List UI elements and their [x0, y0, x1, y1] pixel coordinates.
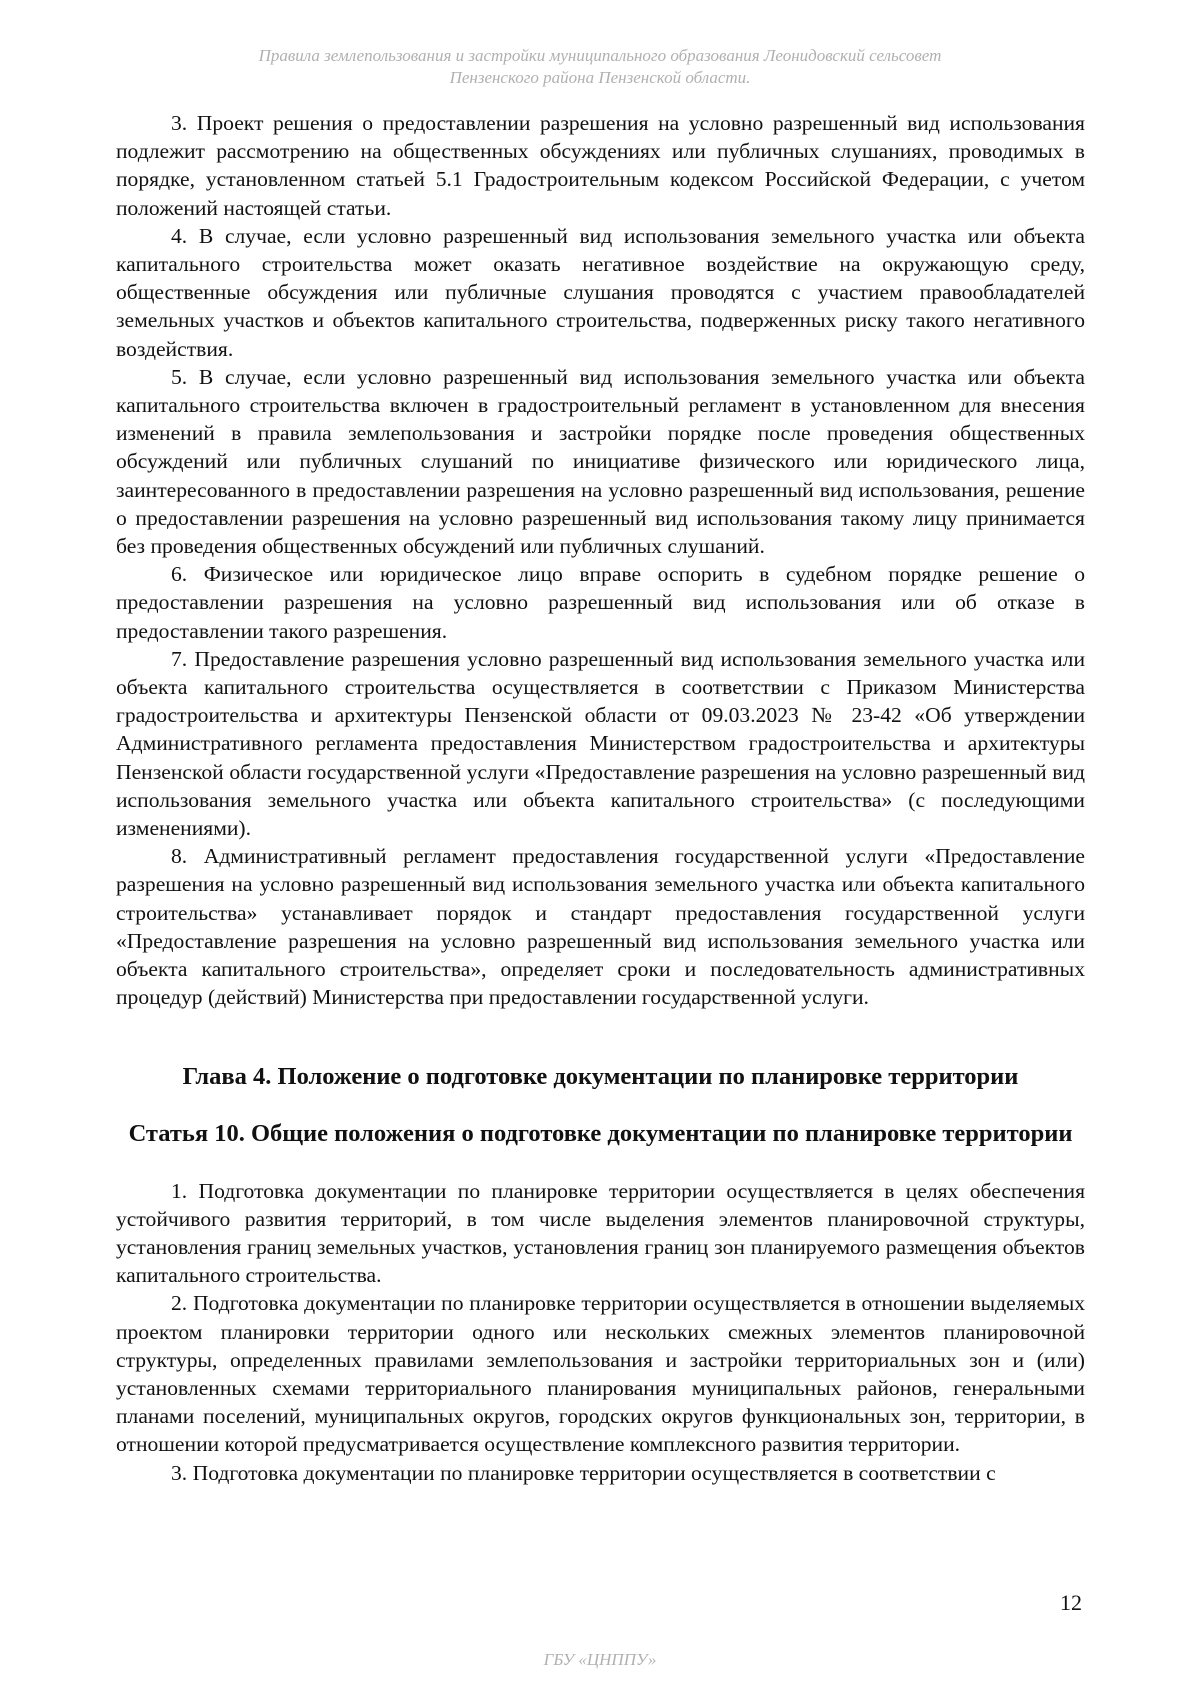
header-line-1: Правила землепользования и застройки муниципального образования Леонидовский сельсовет	[258, 46, 942, 65]
paragraph-7: 7. Предоставление разрешения условно разрешенный вид использования земельного участка или объекта капитального строительства осуществляется в соответствии с Приказом Министерства градостроительства и архитектуры Пензенской области от 09.03.2023 № 23-42 «Об утверждении Административного регламента предоставления Министерством градостроительства и архитектуры Пензенской области государственной услуги «Предоставление разрешения на условно разрешенный вид использования земельного участка или объекта капитального строительства» (с последующими изменениями).	[116, 646, 1085, 841]
paragraph-3: 3. Проект решения о предоставлении разрешения на условно разрешенный вид использования подлежит рассмотрению на общественных обсуждениях или публичных слушаниях, проводимых в порядке, установленном статьей 5.1 Градостроительным кодексом Российской Федерации, с учетом положений настоящей статьи.	[116, 111, 1085, 220]
article-paragraph-1: 1. Подготовка документации по планировке территории осуществляется в целях обеспечения устойчивого развития территорий, в том числе выделения элементов планировочной структуры, установления границ земельных участков, установления границ зон планируемого размещения объектов капитального строительства.	[116, 1178, 1085, 1288]
paragraph-5: 5. В случае, если условно разрешенный вид использования земельного участка или объекта капитального строительства включен в градостроительный регламент в установленном для внесения изменений в правила землепользования и застройки порядке после проведения общественных обсуждений или публичных слушаний по инициативе физического или юридического лица, заинтересованного в предоставлении разрешения на условно разрешенный вид использования, решение о предоставлении разрешения на условно разрешенный вид использования такому лицу принимается без проведения общественных обсуждений или публичных слушаний.	[116, 364, 1085, 559]
page-number: 12	[1060, 1590, 1082, 1615]
paragraph-6: 6. Физическое или юридическое лицо вправе оспорить в судебном порядке решение о предоставлении разрешения на условно разрешенный вид использования или об отказе в предоставлении такого разрешения.	[116, 562, 1085, 643]
header-line-2: Пензенского района Пензенской области.	[449, 68, 751, 87]
article-title: Статья 10. Общие положения о подготовке документации по планировке территории	[128, 1119, 1073, 1147]
paragraph-4: 4. В случае, если условно разрешенный вид использования земельного участка или объекта капитального строительства может оказать негативное воздействие на окружающую среду, общественные обсуждения или публичные слушания проводятся с участием правообладателей земельных участков и объектов капитального строительства, подверженных риску такого негативного воздействия.	[116, 223, 1085, 361]
document-body	[116, 109, 1085, 1487]
article-paragraph-3: 3. Подготовка документации по планировке территории осуществляется в соответствии с	[171, 1460, 996, 1485]
running-footer: ГБУ «ЦНППУ»	[543, 1650, 657, 1669]
running-header	[0, 45, 1200, 89]
chapter-title: Глава 4. Положение о подготовке документации по планировке территории	[182, 1062, 1019, 1090]
article-paragraph-2: 2. Подготовка документации по планировке территории осуществляется в отношении выделяемых проектом планировки территории одного или нескольких смежных элементов планировочной структуры, определенных правилами землепользования и застройки территориальных зон и (или) установленных схемами территориального планирования муниципальных районов, генеральными планами поселений, муниципальных округов, городских округов функциональных зон, территории, в отношении которой предусматривается осуществление комплексного развития территории.	[116, 1291, 1085, 1457]
paragraph-8: 8. Административный регламент предоставления государственной услуги «Предоставление разрешения на условно разрешенный вид использования земельного участка или объекта капитального строительства» устанавливает порядок и стандарт предоставления государственной услуги «Предоставление разрешения на условно разрешенный вид использования земельного участка или объекта капитального строительства», определяет сроки и последовательность административных процедур (действий) Министерства при предоставлении государственной услуги.	[116, 844, 1085, 1010]
